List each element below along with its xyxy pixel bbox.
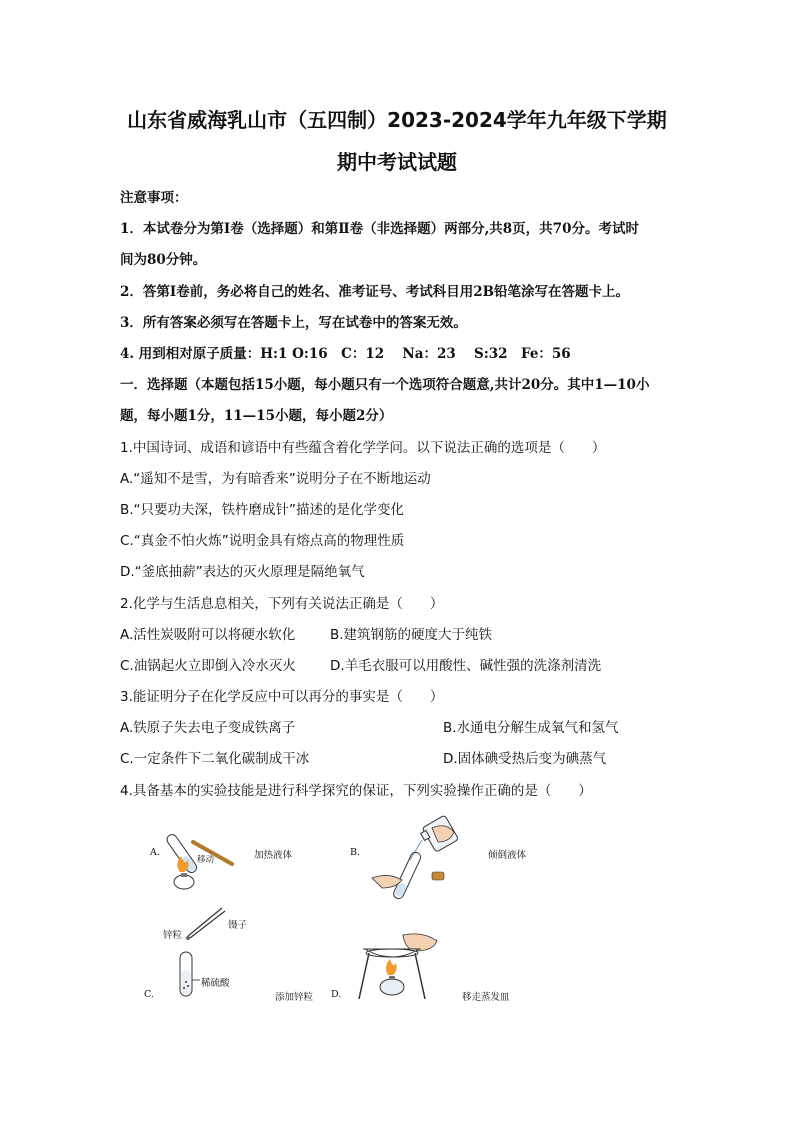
figure-b-illustration: [370, 810, 470, 905]
q4-stem: 4.具备基本的实验技能是进行科学探究的保证，下列实验操作正确的是（ ）: [120, 783, 592, 799]
figure-c-caption: 添加锌粒: [275, 992, 314, 1003]
q1-stem: 1.中国诗词、成语和谚语中有些蕴含着化学学问。以下说法正确的选项是（ ）: [120, 440, 606, 456]
figure-b-caption: 倾倒液体: [488, 850, 527, 861]
figure-d-caption: 移走蒸发皿: [462, 992, 510, 1003]
q1-option-d: D.“釜底抽薪”表达的灭火原理是隔绝氧气: [120, 564, 365, 580]
figure-d-illustration: [345, 925, 455, 1005]
note-1a: 1．本试卷分为第Ⅰ卷（选择题）和第Ⅱ卷（非选择题）两部分,共8页，共70分。考试时: [120, 221, 639, 237]
figure-a-caption: 加热液体: [254, 850, 293, 861]
note-1b: 间为80分钟。: [120, 252, 207, 268]
q3-option-b: B.水通电分解生成氧气和氢气: [443, 720, 619, 736]
q3-option-a: A.铁原子失去电子变成铁离子: [120, 720, 296, 736]
figure-c-zinc-label: 锌粒: [163, 930, 183, 941]
figure-a-move-label: 移动: [197, 855, 215, 865]
q3-option-c: C.一定条件下二氧化碳制成干冰: [120, 751, 310, 767]
note-3: 3．所有答案必须写在答题卡上，写在试卷中的答案无效。: [120, 315, 467, 331]
q1-option-a: A.“遥知不是雪，为有暗香来”说明分子在不断地运动: [120, 471, 431, 487]
figure-b-letter: B.: [350, 847, 361, 858]
page-title-line1: 山东省威海乳山市（五四制）2023-2024学年九年级下学期: [127, 108, 667, 132]
q2-option-d: D.羊毛衣服可以用酸性、碱性强的洗涤剂清洗: [330, 658, 602, 674]
q2-option-b: B.建筑钢筋的硬度大于纯铁: [330, 627, 493, 643]
section-heading-2: 题，每小题1分，11—15小题，每小题2分）: [120, 408, 393, 424]
q3-stem: 3.能证明分子在化学反应中可以再分的事实是（ ）: [120, 689, 444, 705]
page-title-line2: 期中考试试题: [337, 150, 457, 174]
section-heading-1: 一．选择题（本题包括15小题，每小题只有一个选项符合题意,共计20分。其中1—10小: [120, 377, 650, 393]
figure-c-acid-label: 稀硫酸: [201, 978, 230, 989]
figure-d-letter: D.: [331, 989, 342, 1000]
q1-option-b: B.“只要功夫深，铁杵磨成针”描述的是化学变化: [120, 502, 405, 518]
figure-c-tweezers-label: 镊子: [228, 920, 248, 931]
figure-a-letter: A.: [150, 847, 160, 858]
q2-option-c: C.油锅起火立即倒入冷水灭火: [120, 658, 296, 674]
notes-heading: 注意事项：: [120, 190, 188, 206]
note-2: 2．答第Ⅰ卷前，务必将自己的姓名、准考证号、考试科目用2B铅笔涂写在答题卡上。: [120, 284, 630, 300]
q2-stem: 2.化学与生活息息相关，下列有关说法正确是（ ）: [120, 596, 444, 612]
figure-c-letter: C.: [144, 989, 154, 1000]
note-4: 4. 用到相对原子质量：H:1 O:16 C：12 Na：23 S:32 Fe：56: [120, 346, 571, 362]
q1-option-c: C.“真金不怕火炼”说明金具有熔点高的物理性质: [120, 533, 405, 549]
q2-option-a: A.活性炭吸附可以将硬水软化: [120, 627, 296, 643]
q3-option-d: D.固体碘受热后变为碘蒸气: [443, 751, 607, 767]
